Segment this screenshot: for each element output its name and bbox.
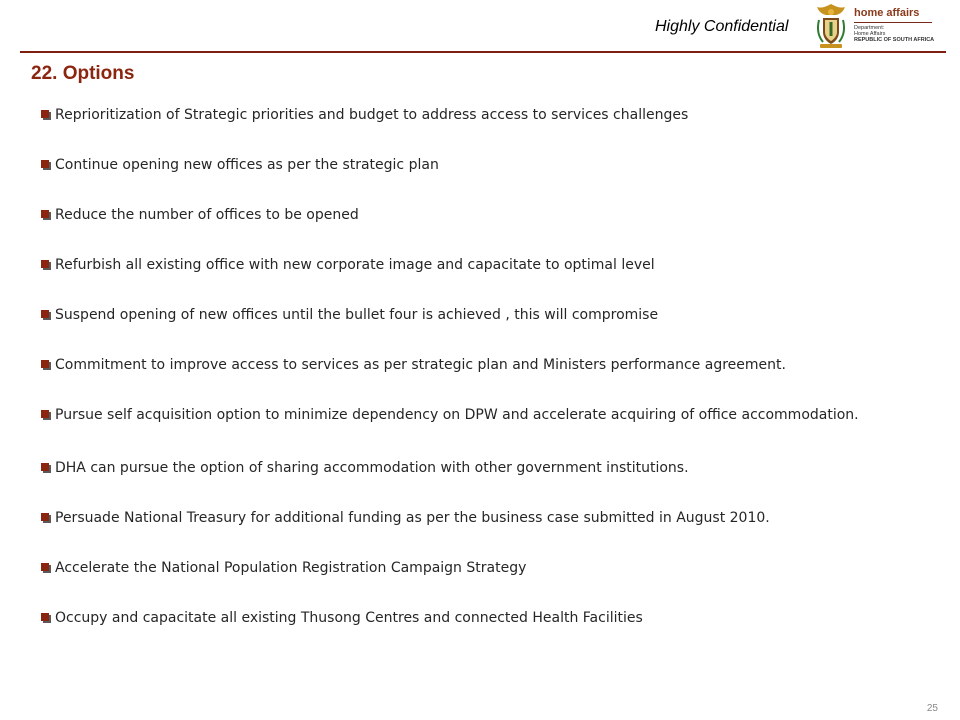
list-item-text: DHA can pursue the option of sharing accommodation with other government institutions. <box>55 460 689 476</box>
list-item-text: Accelerate the National Population Registration Campaign Strategy <box>55 560 527 576</box>
coat-of-arms-icon <box>814 2 848 50</box>
checkbox-bullet-icon <box>41 260 51 270</box>
logo-divider <box>854 22 932 23</box>
list-item-text: Pursue self acquisition option to minimize dependency on DPW and accelerate acquiring of office accommodation. <box>55 407 859 423</box>
home-affairs-logo <box>814 2 934 50</box>
logo-department-line: Department: <box>854 25 885 31</box>
checkbox-bullet-icon <box>41 160 51 170</box>
list-item <box>41 255 921 275</box>
list-item-text: Reprioritization of Strategic priorities and budget to address access to services challenges <box>55 107 689 123</box>
list-item-text: Reduce the number of offices to be opened <box>55 207 359 223</box>
list-item <box>41 608 921 628</box>
list-item <box>41 305 921 325</box>
checkbox-bullet-icon <box>41 110 51 120</box>
confidential-label: Highly Confidential <box>655 18 789 35</box>
list-item-text: Occupy and capacitate all existing Thusong Centres and connected Health Facilities <box>55 610 643 626</box>
logo-department-name: Home Affairs <box>854 31 886 37</box>
list-item <box>41 105 921 125</box>
list-item-text: Suspend opening of new offices until the bullet four is achieved , this will compromise <box>55 307 659 323</box>
checkbox-bullet-icon <box>41 563 51 573</box>
list-item <box>41 405 921 425</box>
checkbox-bullet-icon <box>41 210 51 220</box>
list-item-text: Continue opening new offices as per the strategic plan <box>55 157 439 173</box>
checkbox-bullet-icon <box>41 310 51 320</box>
list-item <box>41 205 921 225</box>
header-divider <box>20 51 946 53</box>
page-number: 25 <box>926 703 938 714</box>
checkbox-bullet-icon <box>41 613 51 623</box>
slide-title: 22. Options <box>31 63 135 84</box>
list-item <box>41 508 921 528</box>
checkbox-bullet-icon <box>41 410 51 420</box>
list-item <box>41 355 921 375</box>
checkbox-bullet-icon <box>41 463 51 473</box>
list-item-text: Commitment to improve access to services as per strategic plan and Ministers performance agreement. <box>55 357 786 373</box>
options-list <box>41 105 921 658</box>
list-item-text: Refurbish all existing office with new corporate image and capacitate to optimal level <box>55 257 655 273</box>
logo-brand-text: home affairs <box>854 7 920 19</box>
list-item-text: Persuade National Treasury for additional funding as per the business case submitted in August 2010. <box>55 510 770 526</box>
checkbox-bullet-icon <box>41 513 51 523</box>
logo-country-name: REPUBLIC OF SOUTH AFRICA <box>854 37 935 43</box>
checkbox-bullet-icon <box>41 360 51 370</box>
list-item <box>41 458 921 478</box>
list-item <box>41 155 921 175</box>
list-item <box>41 558 921 578</box>
